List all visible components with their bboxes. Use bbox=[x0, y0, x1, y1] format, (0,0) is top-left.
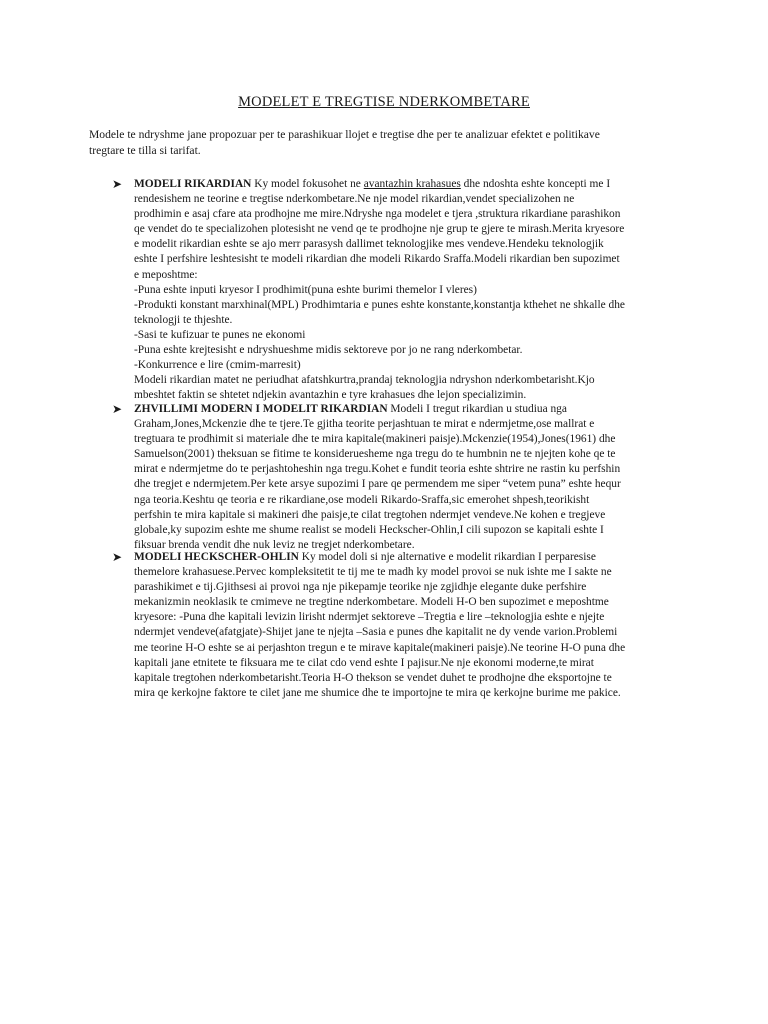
text-line: -Produkti konstant marxhinal(MPL) Prodhimtaria e punes eshte konstante,konstantja kthehet ne shkalle dhe bbox=[134, 298, 625, 311]
text-line: Graham,Jones,Mckenzie dhe te tjere.Te gjitha teorite perjashtuan te mirat e ndermjetme,ose mallrat e bbox=[134, 418, 595, 431]
text-line: nga teoria.Keshtu qe teoria e re rikardiane,ose modeli Rikardo-Sraffa,sic emerohet shpesh,teorikisht bbox=[134, 493, 590, 506]
text-line: tregtare te tilla si tarifat. bbox=[89, 143, 201, 157]
text-line bbox=[134, 402, 662, 417]
text-line: mekanizmin neoklasik te cmimeve ne tregtine nderkombetare. Modeli H-O ben supozimet e meposhtme bbox=[134, 596, 609, 609]
section-zhvillimi-modern bbox=[112, 402, 662, 553]
text-line: kapitale tregtohen nderkombetarisht.Teoria H-O thekson se vendet duhet te prodhojne dhe eksportojne te bbox=[134, 671, 612, 684]
text-line: dhe tregjet e ndermjetem.Per kete arsye supozimi I pare qe permendem me siper “vetem puna” eshte hequr bbox=[134, 478, 621, 491]
text-line: fiksuar brenda vendit dhe nuk leviz ne tregjet nderkombetare. bbox=[134, 538, 415, 551]
section-body bbox=[134, 550, 662, 701]
text-line: Modele te ndryshme jane propozuar per te parashikuar llojet e tregtise dhe per te analizuar efektet e politikave bbox=[89, 128, 600, 141]
text-segment: Modeli I tregut rikardian u studiua nga bbox=[387, 403, 567, 415]
text-segment: dhe ndoshta eshte koncepti me I bbox=[460, 178, 611, 190]
text-line: -Sasi te kufizuar te punes ne ekonomi bbox=[134, 328, 306, 341]
text-line: themelore krahasuese.Pervec kompleksitetit te tij me te madh ky model provoi se nuk ishte me I sakte ne bbox=[134, 566, 612, 579]
text-line: e meposhtme: bbox=[134, 268, 198, 281]
arrow-bullet-icon: ➤ bbox=[112, 402, 123, 416]
section-rikardian bbox=[112, 177, 662, 403]
text-line: globale,ky supozim eshte me shume realist se modeli Heckscher-Ohlin,I cili supozon se kapitali eshte I bbox=[134, 523, 604, 536]
arrow-bullet-icon: ➤ bbox=[112, 177, 123, 191]
text-line: ndermjet vendeve(afatgjate)-Shijet jane te njejta –Sasia e punes dhe kapitalit ne dy vende varion.Problemi bbox=[134, 626, 618, 639]
text-line: e modelit rikardian eshte se ajo merr parasysh dallimet teknologjike mes vendeve.Hendeku teknologjik bbox=[134, 238, 604, 251]
text-line: me teorine H-O eshte se ai perjashton tregun e te mirave kapitale(makineri paisje).Ne teorine H-O puna dhe bbox=[134, 641, 626, 654]
text-line: kryesore: -Puna dhe kapitali levizin lirisht ndermjet sektoreve –Tregtia e lire –teknologjia eshte e njejte bbox=[134, 611, 605, 624]
text-line: mbeshtet faktin se shtetet ndjekin avantazhin e tyre krahasues dhe lejon specializimin. bbox=[134, 389, 527, 402]
section-heading: MODELI HECKSCHER-OHLIN bbox=[134, 551, 299, 563]
text-line: qe vendet do te specializohen plotesisht ne vend qe te prodhojne nje grup te gjere te mirash.Merita kryesore bbox=[134, 223, 625, 236]
section-heckscher-ohlin bbox=[112, 550, 662, 701]
text-line: mira qe kerkojne faktore te cilet jane me shumice dhe te importojne te mira qe kerkojne burime me pakice. bbox=[134, 686, 621, 699]
text-line: rendesishem ne teorine e tregtise nderkombetare.Ne nje model rikardian,vendet specializohen ne bbox=[134, 193, 575, 206]
text-line: Samuelson(2001) theksuan se fitime te konsideruesheme nga tregu do te humbnin ne te njejten kohe qe te bbox=[134, 448, 616, 461]
text-line: tregtuara te prodhimit si materiale dhe te mira kapitale(makineri paisje).Mckenzie(1954),Jones(1961) dhe bbox=[134, 433, 616, 446]
section-heading: MODELI RIKARDIAN bbox=[134, 178, 252, 190]
text-line: parashikimet e tij.Gjithsesi ai provoi nga nje pikepamje teorike nje zgjidhje elegante duke perfshire bbox=[134, 581, 587, 594]
text-line: -Konkurrence e lire (cmim-marresit) bbox=[134, 359, 301, 372]
text-line: teknologji te thjeshte. bbox=[134, 313, 233, 326]
text-line bbox=[134, 550, 662, 565]
section-body bbox=[134, 402, 662, 553]
text-line: -Puna eshte inputi kryesor I prodhimit(puna eshte burimi themelor I vleres) bbox=[134, 283, 477, 296]
text-line: kapitali jane etnitete te fiksuara me te cilat cdo vend eshte I pajisur.Ne nje ekonomi moderne,te mirat bbox=[134, 656, 594, 669]
text-line bbox=[134, 177, 662, 192]
text-segment: Ky model doli si nje alternative e modelit rikardian I perparesise bbox=[298, 551, 596, 563]
text-line: -Puna eshte krejtesisht e ndryshueshme midis sektoreve por jo ne rang nderkombetar. bbox=[134, 344, 523, 357]
section-body bbox=[134, 177, 662, 403]
text-segment: Ky model fokusohet ne bbox=[251, 178, 364, 190]
arrow-bullet-icon: ➤ bbox=[112, 550, 123, 564]
section-heading: ZHVILLIMI MODERN I MODELIT RIKARDIAN bbox=[134, 403, 388, 415]
avantazhin-krahasues-link[interactable]: avantazhin krahasues bbox=[363, 178, 461, 190]
text-line: Modeli rikardian matet ne periudhat afatshkurtra,prandaj teknologjia ndryshon nderkombetarisht.Kjo bbox=[134, 374, 595, 387]
intro-paragraph bbox=[89, 127, 679, 158]
text-line: mirat e ndermjetme do te perjashtoheshin nga tregu.Kohet e fundit teoria eshte shtrire ne rastin ku perfshin bbox=[134, 463, 621, 476]
page-title: MODELET E TREGTISE NDERKOMBETARE bbox=[238, 94, 530, 110]
text-line: perfshin te mira kapitale si makineri dhe paisje,te cilat tregtohen ndermjet vendeve.Ne kohen e tregjeve bbox=[134, 508, 606, 521]
text-line: eshte I perfshire leshtesisht te modeli rikardian dhe modeli Rikardo Sraffa.Modeli rikardian ben supozimet bbox=[134, 253, 620, 266]
text-line: prodhimin e asaj cfare ata prodhojne me mire.Ndryshe nga modelet e tjera ,struktura rikardiane parashikon bbox=[134, 208, 621, 221]
